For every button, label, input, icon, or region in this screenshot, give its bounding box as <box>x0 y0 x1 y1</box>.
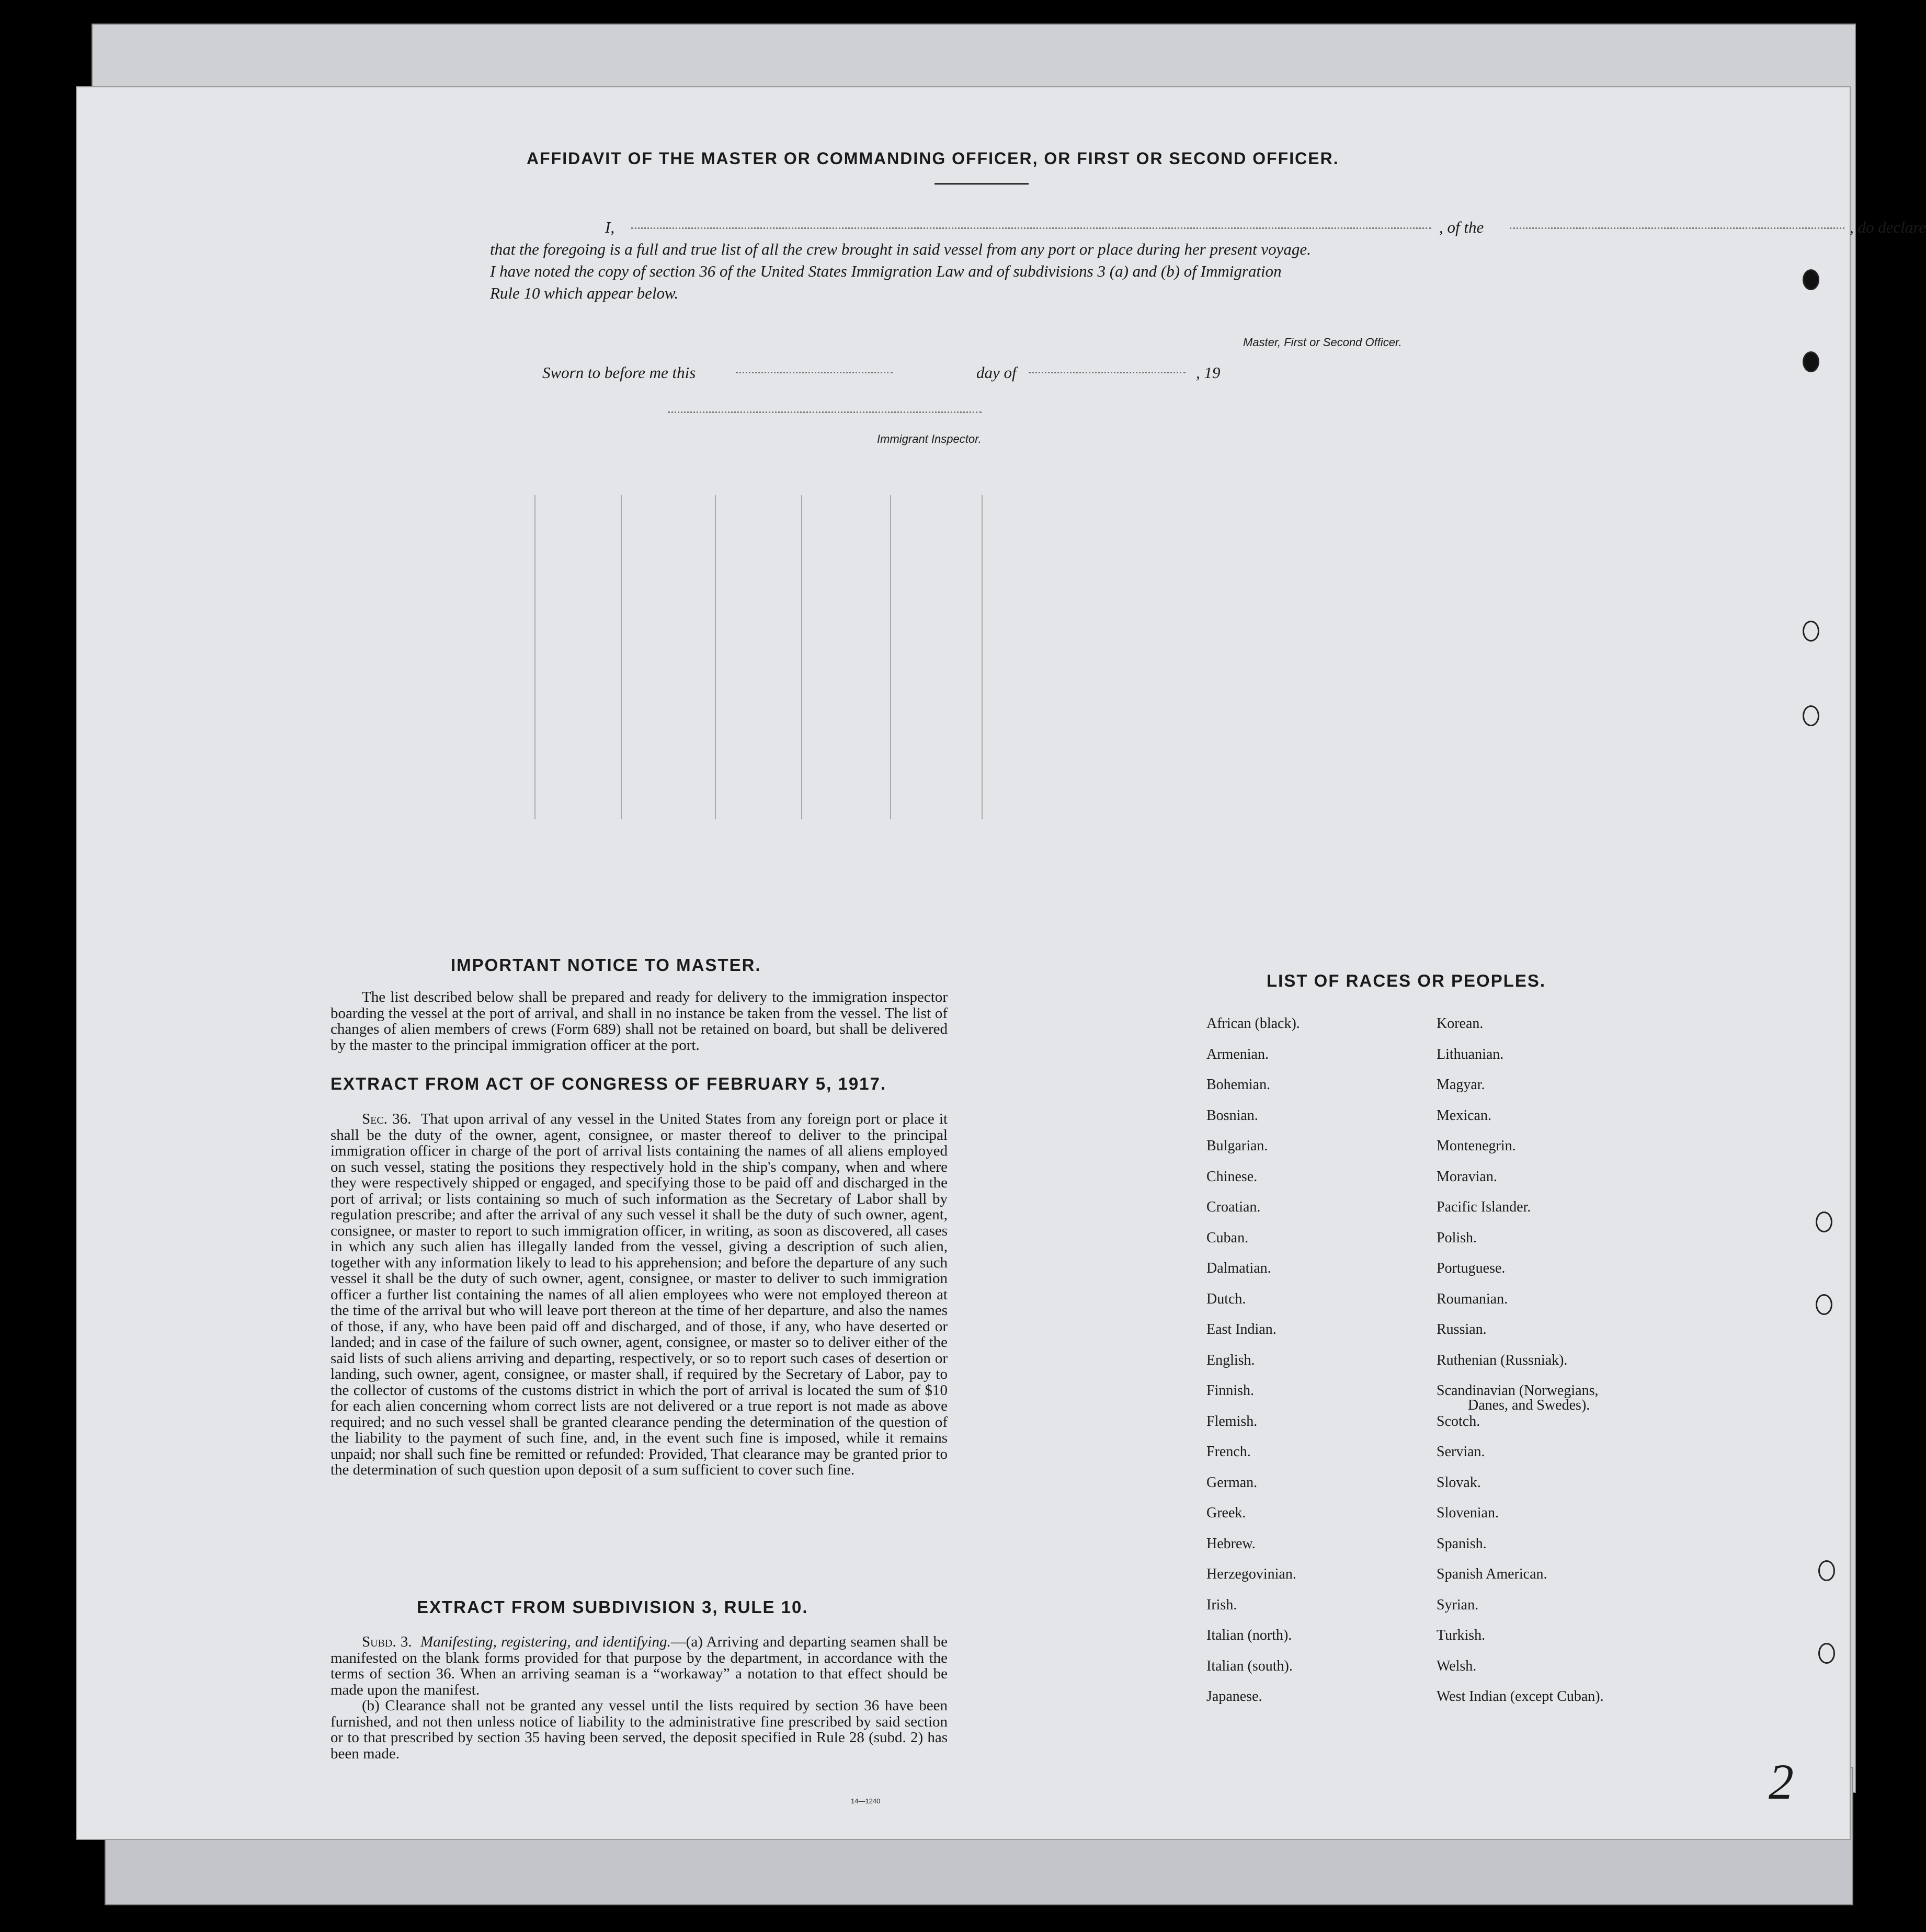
binder-hole <box>1803 351 1819 372</box>
race-entry: Irish. <box>1206 1597 1237 1613</box>
signature-caption: Master, First or Second Officer. <box>1243 336 1402 349</box>
column-rule <box>801 495 802 819</box>
affidavit-line4: Rule 10 which appear below. <box>490 284 679 302</box>
day-of-text: day of <box>976 363 1017 382</box>
race-entry: Spanish. <box>1437 1536 1487 1552</box>
sec-label: Sec. 36. <box>362 1111 412 1127</box>
race-entry: French. <box>1206 1444 1251 1460</box>
race-entry: West Indian (except Cuban). <box>1437 1688 1604 1705</box>
races-title: LIST OF RACES OR PEOPLES. <box>1267 971 1546 990</box>
binder-hole <box>1803 269 1819 290</box>
inspector-signature-field[interactable] <box>668 411 982 413</box>
race-entry: Cuban. <box>1206 1230 1249 1246</box>
binder-hole <box>1818 1643 1835 1664</box>
affidavit-title: AFFIDAVIT OF THE MASTER OR COMMANDING OFFICER, OR FIRST OR SECOND OFFICER. <box>527 149 1339 168</box>
race-entry: Polish. <box>1437 1230 1477 1246</box>
race-entry: Mexican. <box>1437 1107 1491 1124</box>
inspector-caption: Immigrant Inspector. <box>877 432 982 445</box>
race-entry: Flemish. <box>1206 1413 1258 1430</box>
race-entry: Bohemian. <box>1206 1077 1271 1093</box>
race-entry: Hebrew. <box>1206 1536 1256 1552</box>
column-rule <box>621 495 622 819</box>
rule-body <box>331 1634 948 1762</box>
race-entry: Chinese. <box>1206 1169 1258 1185</box>
year-text: , 19 <box>1196 363 1221 382</box>
race-entry: Finnish. <box>1206 1382 1255 1399</box>
column-rule <box>534 495 535 819</box>
binder-hole <box>1816 1294 1832 1315</box>
race-entry: Ruthenian (Russniak). <box>1437 1352 1568 1368</box>
race-entry: Scotch. <box>1437 1413 1480 1430</box>
para-a-text: —(a) Arriving and departing seamen shall be manifested on the blank forms provided for that purpose by the department, in accordance with the terms of section 36. When an arriving seaman is a “workaway” a notation to that effect should be made upon the manifest. <box>331 1633 948 1698</box>
race-entry: Dalmatian. <box>1206 1260 1271 1276</box>
race-entry: East Indian. <box>1206 1321 1277 1337</box>
binder-hole <box>1818 1560 1835 1581</box>
race-entry: Servian. <box>1437 1444 1485 1460</box>
race-entry: Syrian. <box>1437 1597 1479 1613</box>
officer-name-field[interactable] <box>631 227 1431 229</box>
affidavit-declare: , do declare <box>1850 218 1926 236</box>
race-entry: Russian. <box>1437 1321 1487 1337</box>
race-entry: Armenian. <box>1206 1046 1269 1062</box>
race-entry: German. <box>1206 1474 1258 1491</box>
race-entry: Herzegovinian. <box>1206 1566 1296 1582</box>
race-entry: Moravian. <box>1437 1169 1497 1185</box>
sworn-text: Sworn to before me this <box>542 363 696 382</box>
race-entry: Bosnian. <box>1206 1107 1258 1124</box>
column-rule <box>982 495 983 819</box>
affidavit-line3: I have noted the copy of section 36 of the United States Immigration Law and of subdivisions 3 (a) and (b) of Immigration <box>490 262 1282 280</box>
race-entry: Bulgarian. <box>1206 1138 1268 1154</box>
rule-title: EXTRACT FROM SUBDIVISION 3, RULE 10. <box>417 1597 808 1617</box>
act-body <box>331 1111 948 1478</box>
race-entry: Turkish. <box>1437 1627 1486 1643</box>
notice-body <box>331 989 948 1053</box>
act-text: That upon arrival of any vessel in the United States from any foreign port or place it shall be the duty of the owner, agent, consignee, or master thereof to deliver to the principal immigration officer in charge of the port of arrival lists containing the names of all aliens employed on such vessel, stating the positions they respectively hold in the ship's company, when and where they were respectively shipped or engaged, and specifying those to be paid off and discharged in the port of arrival; or lists containing so much of such information as the Secretary of Labor shall by regulation prescribe; and after the arrival of any such vessel it shall be the duty of such owner, agent, consignee, or master to report to such immigration officer, in writing, as soon as discovered, all cases in which any such alien has illegally landed from the vessel, giving a description of such alien, together with any information likely to lead to his apprehension; and before the departure of any such vessel it shall be the duty of such owner, agent, consignee, or master to deliver to such immigration officer a further list containing the names of all alien employees who were not employed thereon at the time of the arrival but who will leave port thereon at the time of her departure, and also the names of those, if any, who have been paid off and discharged, and of those, if any, who have deserted or landed; and in case of the failure of such owner, agent, consignee, or master so to deliver either of the said lists of such aliens arriving and departing, respectively, or so to report such cases of desertion or landing, such owner, agent, consignee, or master shall, if required by the Secretary of Labor, pay to the collector of customs of the customs district in which the port of arrival is located the sum of $10 for each alien concerning whom correct lists are not delivered or a true report is not made as above required; and no such vessel shall be granted clearance pending the determination of the question of the liability to the payment of such fine, and, in the event such fine is imposed, while it remains unpaid; nor shall such fine be remitted or refunded: Provided, That clearance may be granted prior to the determination of such question upon deposit of a sum sufficient to cover such fine. <box>331 1111 948 1478</box>
race-entry: Danes, and Swedes). <box>1468 1397 1590 1413</box>
act-title: EXTRACT FROM ACT OF CONGRESS OF FEBRUARY 5, 1917. <box>331 1074 887 1093</box>
affidavit-line2: that the foregoing is a full and true list of all the crew brought in said vessel from any port or place during her present voyage. <box>490 240 1311 258</box>
race-entry: Korean. <box>1437 1015 1484 1032</box>
para-b-text: (b) Clearance shall not be granted any vessel until the lists required by section 36 have been furnished, and not then unless notice of liability to the administrative fine prescribed by said section or to that prescribed by section 35 having been served, the deposit specified in Rule 28 (subd. 2) has been made. <box>331 1697 948 1762</box>
notice-title: IMPORTANT NOTICE TO MASTER. <box>451 955 761 975</box>
notice-text: The list described below shall be prepared and ready for delivery to the immigration inspector boarding the vessel at the port of arrival, and shall in no instance be taken from the vessel. The list of changes of alien members of crews (Form 689) shall not be retained on board, but shall be delivered by the master to the principal immigration officer at the port. <box>331 989 948 1054</box>
affidavit-of-the: , of the <box>1439 218 1484 236</box>
binder-hole <box>1803 705 1819 726</box>
sworn-day-field[interactable] <box>736 372 893 373</box>
column-rule <box>715 495 716 819</box>
race-entry: Greek. <box>1206 1505 1246 1521</box>
vessel-name-field[interactable] <box>1510 227 1844 229</box>
binder-hole <box>1816 1211 1832 1232</box>
page-mark: 2 <box>1769 1754 1794 1810</box>
race-entry: Slovenian. <box>1437 1505 1499 1521</box>
race-entry: Japanese. <box>1206 1688 1262 1705</box>
race-entry: Slovak. <box>1437 1474 1481 1491</box>
form-number: 14—1240 <box>851 1797 881 1805</box>
race-entry: Croatian. <box>1206 1199 1261 1215</box>
sworn-line <box>542 363 1274 384</box>
race-entry: Dutch. <box>1206 1291 1246 1307</box>
race-entry: Magyar. <box>1437 1077 1485 1093</box>
race-entry: Scandinavian (Norwegians, <box>1437 1382 1599 1399</box>
subd-label: Subd. 3. <box>362 1633 412 1650</box>
race-entry: Spanish American. <box>1437 1566 1547 1582</box>
title-rule <box>934 183 1029 185</box>
race-entry: Montenegrin. <box>1437 1138 1516 1154</box>
column-rule <box>890 495 891 819</box>
sworn-month-field[interactable] <box>1029 372 1186 373</box>
race-entry: Italian (south). <box>1206 1658 1293 1674</box>
race-entry: Portuguese. <box>1437 1260 1506 1276</box>
manifest-page <box>76 86 1926 1840</box>
subd-heading: Manifesting, registering, and identifying. <box>420 1633 671 1650</box>
binder-hole <box>1803 621 1819 642</box>
race-entry: Lithuanian. <box>1437 1046 1504 1062</box>
race-entry: Roumanian. <box>1437 1291 1508 1307</box>
race-entry: Italian (north). <box>1206 1627 1292 1643</box>
affidavit-i: I, <box>605 218 615 236</box>
race-entry: English. <box>1206 1352 1255 1368</box>
race-entry: African (black). <box>1206 1015 1300 1032</box>
race-entry: Welsh. <box>1437 1658 1477 1674</box>
race-entry: Pacific Islander. <box>1437 1199 1531 1215</box>
